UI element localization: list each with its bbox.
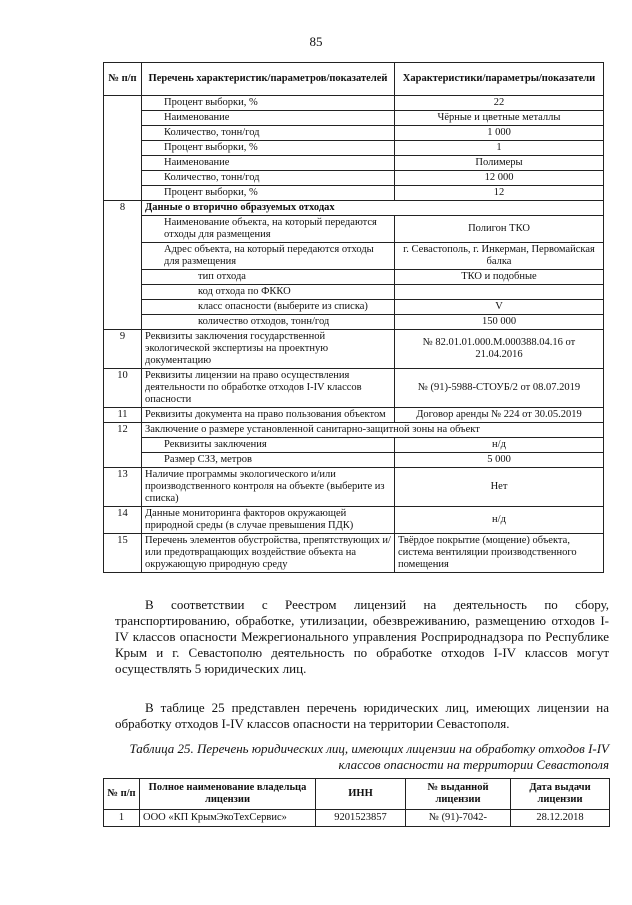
cell-number: 1 xyxy=(104,810,140,827)
row-label: класс опасности (выберите из списка) xyxy=(142,300,395,315)
row-label: Количество, тонн/год xyxy=(142,126,395,141)
row-label: Наименование xyxy=(142,111,395,126)
row-label: количество отходов, тонн/год xyxy=(142,315,395,330)
row-label: Реквизиты заключения государственной экологической экспертизы на проектную документацию xyxy=(142,330,395,369)
header-license-date: Дата выдачи лицензии xyxy=(511,779,610,810)
header-characteristics-list: Перечень характеристик/параметров/показателей xyxy=(142,63,395,96)
row-value: Полимеры xyxy=(395,156,604,171)
table-row xyxy=(104,141,604,156)
table-row xyxy=(104,810,610,827)
table-row xyxy=(104,270,604,285)
row-number: 8 xyxy=(104,201,142,330)
table-row xyxy=(104,453,604,468)
table-caption: Таблица 25. Перечень юридических лиц, имеющих лицензии на обработку отходов I-IV классов опасности на территории Севастополя xyxy=(129,741,609,772)
row-value: 12 000 xyxy=(395,171,604,186)
table-row xyxy=(104,243,604,270)
row-value: № 82.01.01.000.М.000388.04.16 от 21.04.2016 xyxy=(395,330,604,369)
table-row xyxy=(104,126,604,141)
row-label: Размер СЗЗ, метров xyxy=(142,453,395,468)
license-holders-table xyxy=(103,778,610,827)
table-row xyxy=(104,330,604,369)
table-row xyxy=(104,300,604,315)
header-number: № п/п xyxy=(104,779,140,810)
table-row xyxy=(104,534,604,573)
row-value: н/д xyxy=(395,507,604,534)
header-inn: ИНН xyxy=(316,779,406,810)
row-value: Чёрные и цветные металлы xyxy=(395,111,604,126)
row-value: Твёрдое покрытие (мощение) объекта, система вентиляции производственного помещения xyxy=(395,534,604,573)
row-label: Реквизиты лицензии на право осуществления деятельности по обработке отходов I-IV классов опасности xyxy=(142,369,395,408)
row-value: 22 xyxy=(395,96,604,111)
row-label: Процент выборки, % xyxy=(142,186,395,201)
header-owner: Полное наименование владельца лицензии xyxy=(140,779,316,810)
row-label: Наименование xyxy=(142,156,395,171)
row-value: 5 000 xyxy=(395,453,604,468)
paragraph-license-registry: В соответствии с Реестром лицензий на деятельность по сбору, транспортированию, обработке, утилизации, обезвреживанию, размещению отходов I-IV классов опасности Межрегионального управления Росприроднадзора по Республике Крым и г. Севастополю деятельность по обработке отходов I-IV классов могут осуществлять 5 юридических лиц. xyxy=(115,597,609,676)
table-row xyxy=(104,285,604,300)
row-value: г. Севастополь, г. Инкерман, Первомайская балка xyxy=(395,243,604,270)
header-license-number: № выданной лицензии xyxy=(406,779,511,810)
row-number: 12 xyxy=(104,423,142,468)
table-row xyxy=(104,201,604,216)
row-label: Количество, тонн/год xyxy=(142,171,395,186)
row-value: Договор аренды № 224 от 30.05.2019 xyxy=(395,408,604,423)
cell-license-number: № (91)-7042- xyxy=(406,810,511,827)
section-title: Заключение о размере установленной санитарно-защитной зоны на объект xyxy=(142,423,604,438)
row-number-cell xyxy=(104,96,142,201)
table-header-row xyxy=(104,63,604,96)
table-row xyxy=(104,315,604,330)
table-row xyxy=(104,369,604,408)
cell-inn: 9201523857 xyxy=(316,810,406,827)
row-label: Реквизиты заключения xyxy=(142,438,395,453)
row-value: № (91)-5988-СТОУБ/2 от 08.07.2019 xyxy=(395,369,604,408)
section-title: Данные о вторично образуемых отходах xyxy=(142,201,604,216)
row-value: 12 xyxy=(395,186,604,201)
row-number: 10 xyxy=(104,369,142,408)
row-label: Данные мониторинга факторов окружающей природной среды (в случае превышения ПДК) xyxy=(142,507,395,534)
row-label: Адрес объекта, на который передаются отходы для размещения xyxy=(142,243,395,270)
table-row xyxy=(104,408,604,423)
row-label: тип отхода xyxy=(142,270,395,285)
row-number: 15 xyxy=(104,534,142,573)
table-row xyxy=(104,507,604,534)
table-row xyxy=(104,171,604,186)
row-label: Наличие программы экологического и/или производственного контроля на объекте (выберите из списка) xyxy=(142,468,395,507)
row-value: н/д xyxy=(395,438,604,453)
row-number: 11 xyxy=(104,408,142,423)
cell-owner: ООО «КП КрымЭкоТехСервис» xyxy=(140,810,316,827)
table-row xyxy=(104,111,604,126)
table-row xyxy=(104,186,604,201)
row-value: ТКО и подобные xyxy=(395,270,604,285)
row-label: Процент выборки, % xyxy=(142,96,395,111)
row-label: Процент выборки, % xyxy=(142,141,395,156)
row-number: 14 xyxy=(104,507,142,534)
table-row xyxy=(104,216,604,243)
row-label: Реквизиты документа на право пользования объектом xyxy=(142,408,395,423)
row-value: Нет xyxy=(395,468,604,507)
row-label: Наименование объекта, на который передаются отходы для размещения xyxy=(142,216,395,243)
row-label: Перечень элементов обустройства, препятствующих и/или предотвращающих воздействие объекта на окружающую природную среду xyxy=(142,534,395,573)
header-characteristics-values: Характеристики/параметры/показатели xyxy=(395,63,604,96)
table-row xyxy=(104,423,604,438)
waste-characteristics-table xyxy=(103,62,604,573)
row-value: 150 000 xyxy=(395,315,604,330)
table-row xyxy=(104,468,604,507)
paragraph-table-intro: В таблице 25 представлен перечень юридических лиц, имеющих лицензии на обработку отходов I-IV классов опасности на территории Севастополя. xyxy=(115,700,609,731)
row-label: код отхода по ФККО xyxy=(142,285,395,300)
row-value: 1 xyxy=(395,141,604,156)
header-number: № п/п xyxy=(104,63,142,96)
row-number: 9 xyxy=(104,330,142,369)
row-value: 1 000 xyxy=(395,126,604,141)
row-value: Полигон ТКО xyxy=(395,216,604,243)
table-row xyxy=(104,156,604,171)
row-value: V xyxy=(395,300,604,315)
row-number: 13 xyxy=(104,468,142,507)
row-value xyxy=(395,285,604,300)
table-row xyxy=(104,438,604,453)
page-number: 85 xyxy=(309,34,323,49)
table-row xyxy=(104,96,604,111)
table-header-row xyxy=(104,779,610,810)
cell-license-date: 28.12.2018 xyxy=(511,810,610,827)
